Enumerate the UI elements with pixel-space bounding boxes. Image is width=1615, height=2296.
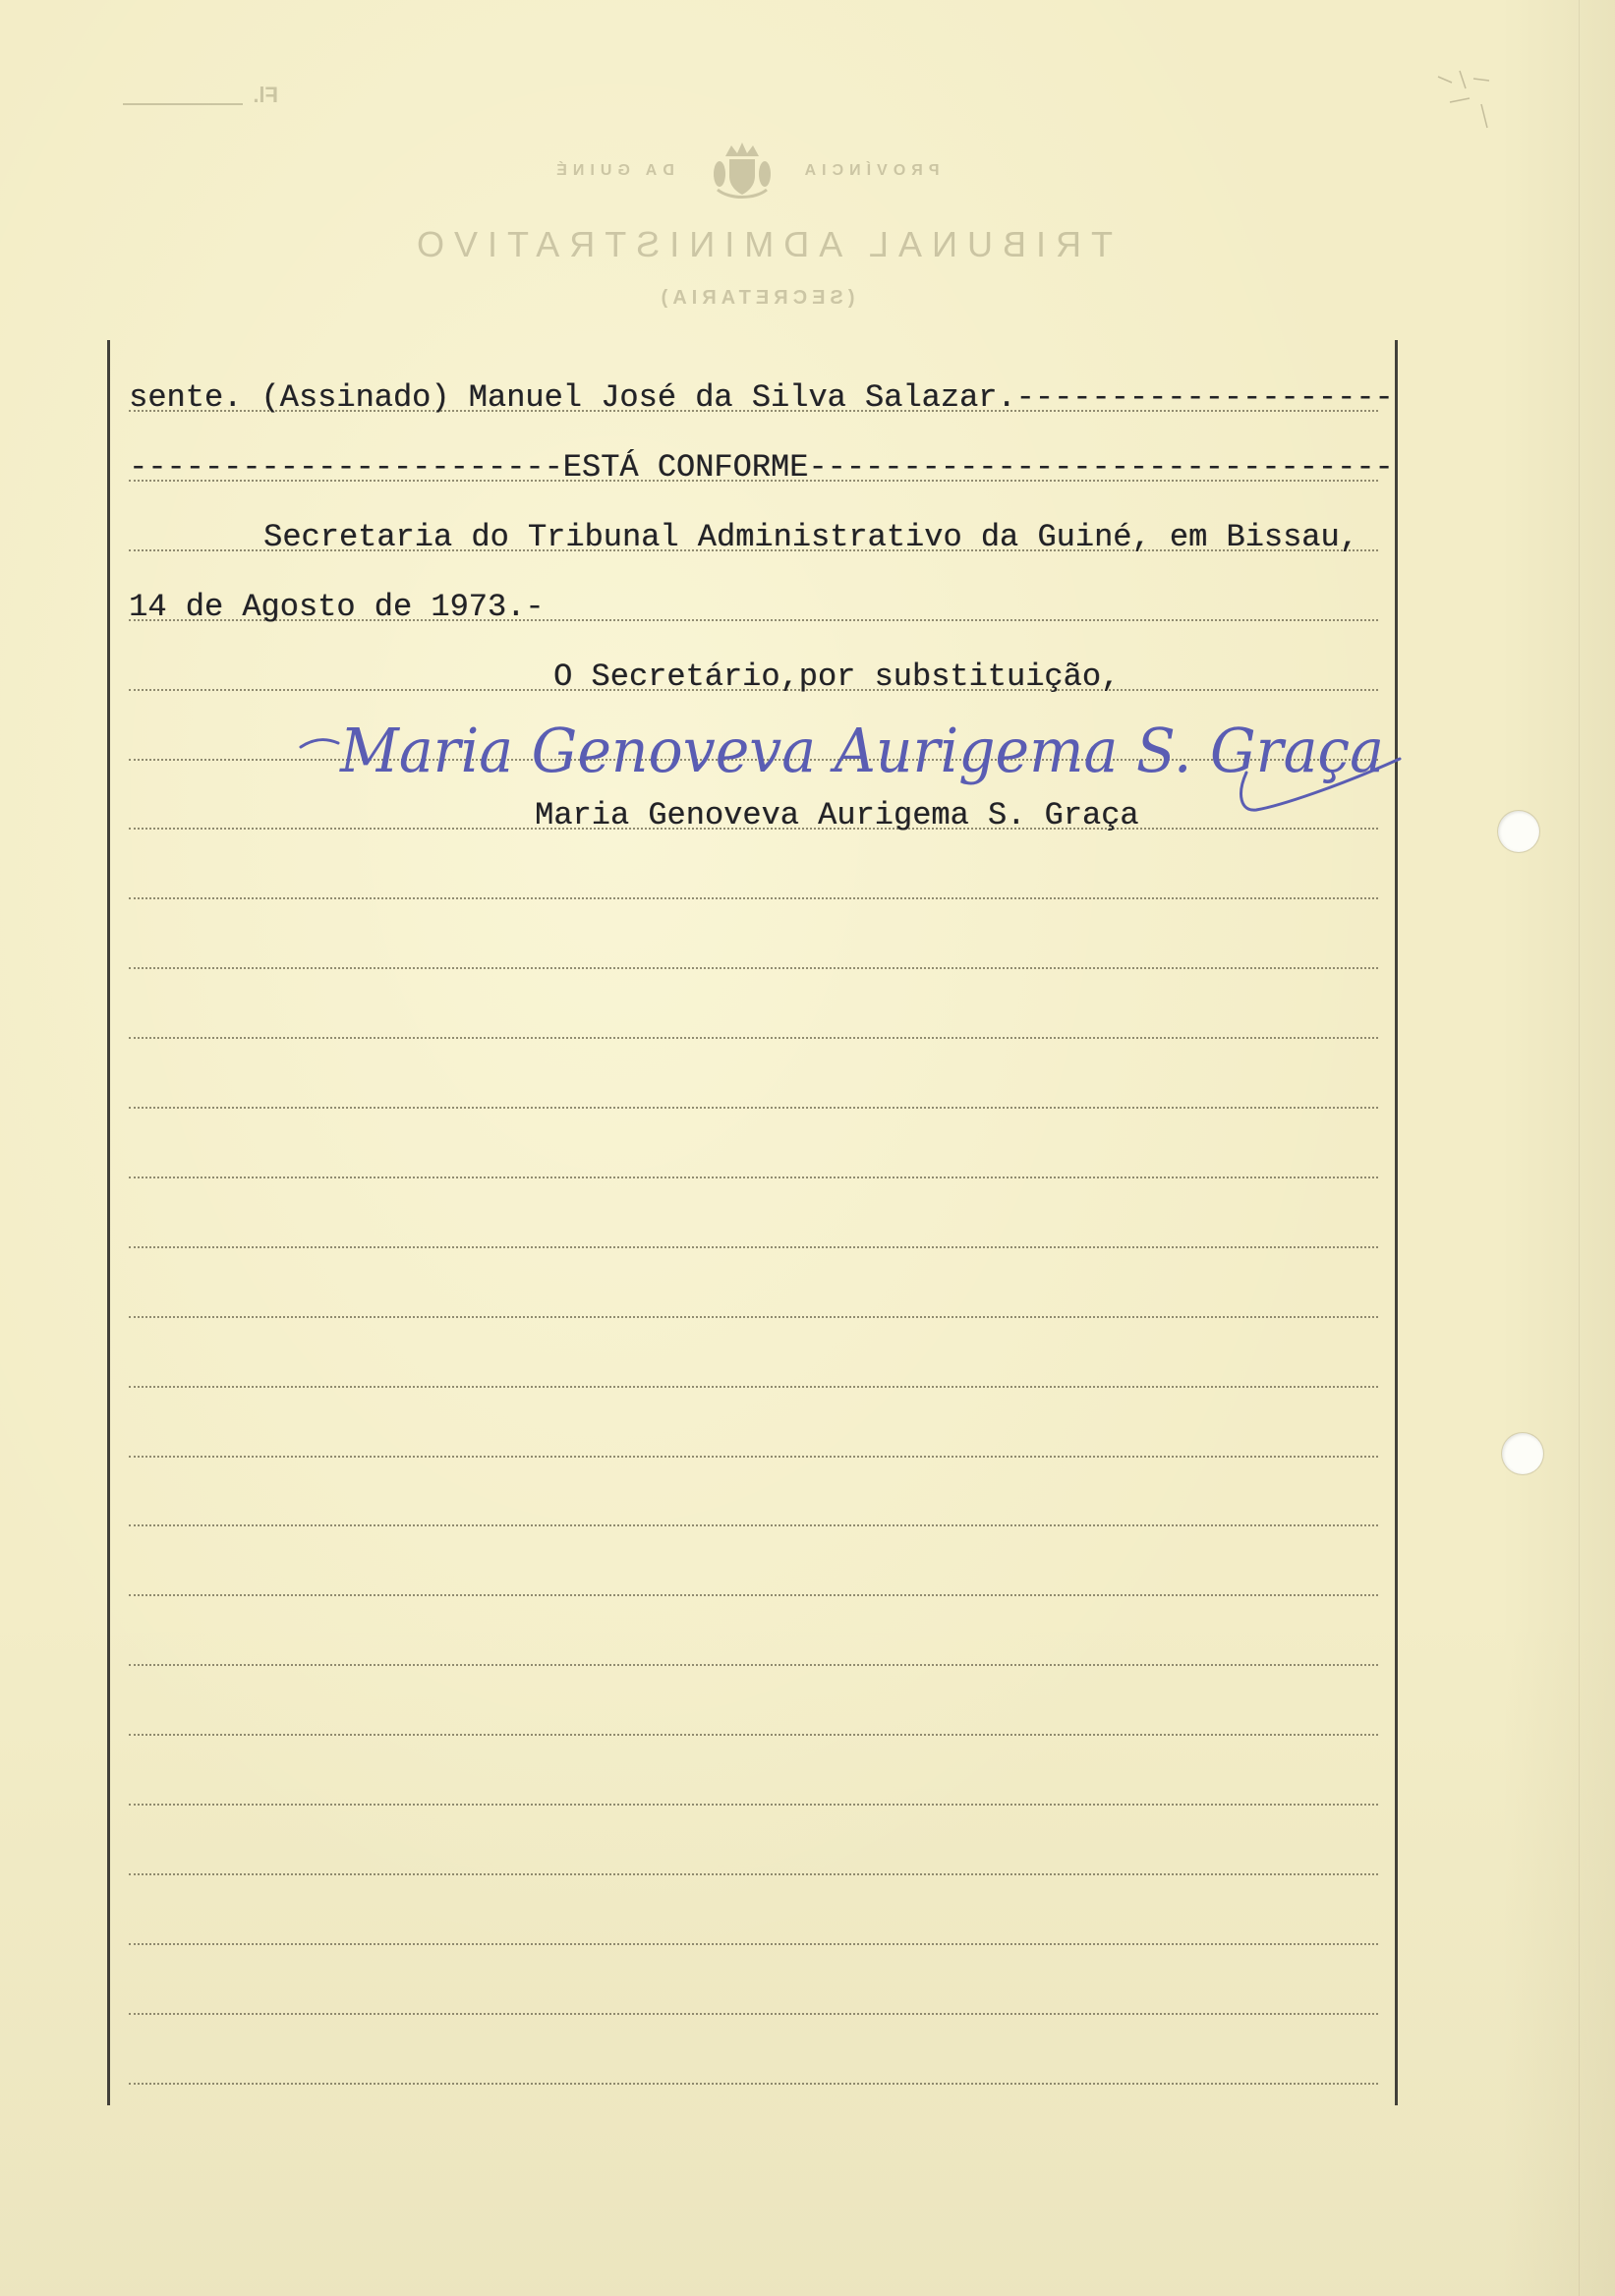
ruled-line — [129, 1873, 1378, 1875]
ruled-line — [129, 1524, 1378, 1526]
ruled-line — [129, 1037, 1378, 1039]
coat-of-arms-icon — [708, 141, 777, 201]
closing-line: sente. (Assinado) Manuel José da Silva Salazar.-------------------- — [129, 379, 1394, 416]
ruled-line — [129, 1177, 1378, 1178]
department-header: (SECRETARIA) — [656, 287, 855, 309]
ruled-line — [129, 1734, 1378, 1736]
right-margin-rule — [1395, 340, 1398, 2105]
ruled-line — [129, 1594, 1378, 1596]
ruled-line — [129, 1107, 1378, 1109]
signature-lead-stroke — [301, 740, 338, 747]
place-line: Secretaria do Tribunal Administrativo da Guiné, em Bissau, — [263, 519, 1358, 555]
ruled-line — [129, 1316, 1378, 1318]
folio-line — [123, 103, 243, 105]
ruled-line — [129, 2083, 1378, 2085]
folio-text: Fl. — [253, 83, 278, 107]
punch-hole — [1498, 811, 1539, 852]
folio-label — [114, 83, 278, 108]
certification-line: -----------------------ESTÁ CONFORME------------------------------- — [129, 449, 1394, 486]
ruled-line — [129, 1943, 1378, 1945]
ruled-line — [129, 1246, 1378, 1248]
ruled-line — [129, 967, 1378, 969]
signatory-title: O Secretário,por substituição, — [553, 659, 1121, 695]
institution-header: TRIBUNAL ADMINISTRATIVO — [406, 224, 1113, 264]
left-margin-rule — [107, 340, 110, 2105]
signature-text: Maria Genoveva Aurigema S. Graça — [339, 715, 1385, 786]
punch-hole — [1502, 1433, 1543, 1474]
bleed-through-layer — [0, 0, 1615, 393]
ruled-line — [129, 897, 1378, 899]
ruled-line — [129, 1804, 1378, 1806]
ruled-line — [129, 2013, 1378, 2015]
ruled-line — [129, 1386, 1378, 1388]
province-header — [539, 136, 940, 206]
ruled-line — [129, 1664, 1378, 1666]
scuff-mark — [1430, 59, 1509, 147]
date-line: 14 de Agosto de 1973.- — [129, 589, 545, 625]
province-word: PROVÍNCIA — [798, 162, 940, 179]
ruled-line — [129, 1456, 1378, 1458]
signatory-name: Maria Genoveva Aurigema S. Graça — [535, 797, 1139, 833]
province-suffix: DA GUINÉ — [550, 162, 674, 179]
